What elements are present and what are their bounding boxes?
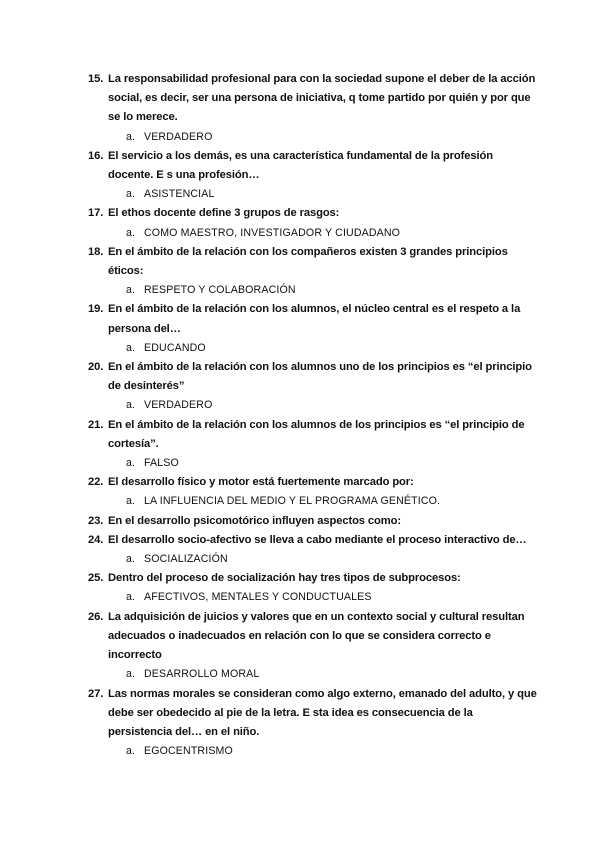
question-text: El desarrollo socio-afectivo se lleva a cabo mediante el proceso interactivo de… [108,533,527,546]
answer-letter: a. [126,668,136,681]
answer-letter: a. [126,591,136,604]
answer-text: COMO MAESTRO, INVESTIGADOR Y CIUDADANO [144,226,401,239]
question-text: En el desarrollo psicomotórico influyen aspectos como: [108,514,401,527]
answer-19 [88,339,538,358]
answer-letter: a. [126,495,136,508]
question-20 [88,358,538,396]
question-text: Las normas morales se consideran como algo externo, emanado del adulto, y que debe ser obedecido al pie de la letra. E sta idea es consecuencia de la persistencia del… en el niño. [108,687,537,738]
question-24 [88,531,538,550]
question-number: 22. [88,476,104,489]
answer-20 [88,396,538,415]
answer-text: VERDADERO [144,130,213,143]
question-21 [88,416,538,454]
question-text: En el ámbito de la relación con los compañeros existen 3 grandes principios éticos: [108,245,508,278]
question-17 [88,204,538,223]
answer-17 [88,224,538,243]
answer-15 [88,128,538,147]
answer-25 [88,588,538,607]
question-number: 17. [88,207,104,220]
question-number: 18. [88,245,104,258]
answer-letter: a. [126,745,136,758]
question-18 [88,243,538,281]
question-number: 15. [88,73,104,85]
answer-text: AFECTIVOS, MENTALES Y CONDUCTUALES [144,591,372,604]
question-25 [88,569,538,588]
question-23 [88,512,538,531]
question-list [88,70,538,761]
question-number: 27. [88,687,104,700]
question-15 [88,70,538,128]
answer-letter: a. [126,284,136,297]
question-number: 25. [88,572,104,585]
answer-text: RESPETO Y COLABORACIÓN [144,284,296,297]
question-number: 16. [88,149,104,162]
question-text: El ethos docente define 3 grupos de rasgos: [108,207,340,220]
question-text: En el ámbito de la relación con los alumnos de los principios es “el principio de cortesía”. [108,418,525,450]
question-26 [88,608,538,666]
answer-text: EDUCANDO [144,341,206,354]
question-text: El servicio a los demás, es una característica fundamental de la profesión docente. E s una profesión… [108,149,493,182]
question-text: La responsabilidad profesional para con la sociedad supone el deber de la acción social, es decir, ser una persona de iniciativa, q tome partido por quién y por que se lo merece. [108,73,536,124]
question-number: 20. [88,361,104,374]
question-number: 26. [88,610,104,623]
question-16 [88,147,538,185]
answer-text: SOCIALIZACIÓN [144,553,228,566]
answer-letter: a. [126,130,136,143]
answer-letter: a. [126,226,136,239]
answer-text: VERDADERO [144,399,213,412]
question-text: En el ámbito de la relación con los alumnos uno de los principios es “el principio de desinterés” [108,361,532,393]
question-number: 23. [88,514,104,527]
answer-22 [88,492,538,511]
answer-letter: a. [126,457,136,470]
answer-text: ASISTENCIAL [144,188,215,201]
answer-24 [88,550,538,569]
question-text: El desarrollo físico y motor está fuertemente marcado por: [108,476,414,489]
answer-letter: a. [126,341,136,354]
question-19 [88,300,538,338]
question-number: 21. [88,418,104,431]
answer-letter: a. [126,553,136,566]
answer-18 [88,281,538,300]
answer-16 [88,185,538,204]
question-27 [88,685,538,743]
question-22 [88,473,538,492]
answer-text: EGOCENTRISMO [144,745,233,758]
answer-letter: a. [126,188,136,201]
question-number: 24. [88,533,104,546]
answer-letter: a. [126,399,136,412]
question-text: La adquisición de juicios y valores que en un contexto social y cultural resultan adecuados o inadecuados en relación con lo que se considera correcto e incorrecto [108,610,525,662]
answer-text: LA INFLUENCIA DEL MEDIO Y EL PROGRAMA GENÉTICO. [144,495,441,508]
question-number: 19. [88,303,104,316]
answer-27 [88,742,538,761]
answer-21 [88,454,538,473]
answer-text: FALSO [144,457,179,470]
answer-26 [88,665,538,684]
question-text: En el ámbito de la relación con los alumnos, el núcleo central es el respeto a la persona del… [108,303,521,335]
question-text: Dentro del proceso de socialización hay tres tipos de subprocesos: [108,572,461,585]
answer-text: DESARROLLO MORAL [144,668,260,681]
